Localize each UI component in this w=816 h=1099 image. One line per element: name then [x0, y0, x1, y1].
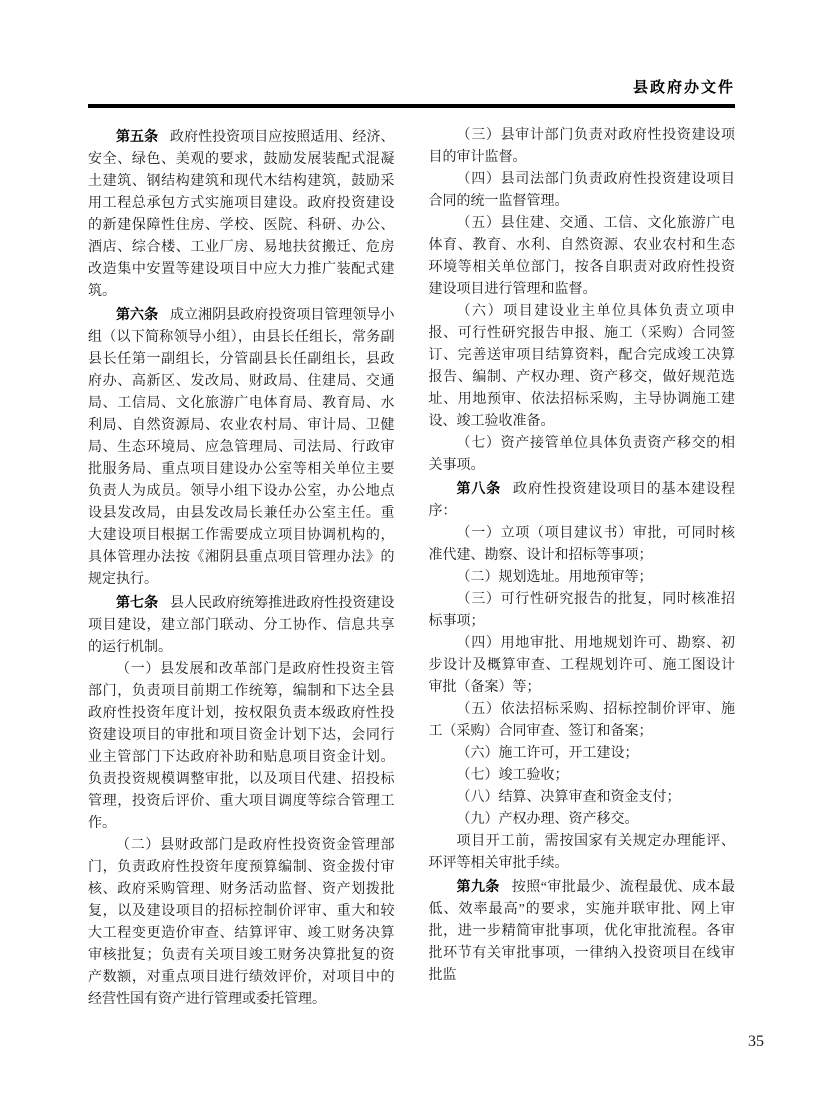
paragraph: （五）依法招标采购、招标控制价评审、施工（采购）合同审查、签订和备案；: [428, 702, 735, 739]
header-title: 县政府办文件: [632, 79, 735, 96]
paragraph: （八）结算、决算审查和资金支付；: [456, 790, 681, 805]
left-column: [88, 125, 395, 1011]
paragraph: （九）产权办理、资产移交。: [456, 812, 639, 827]
document-body: [88, 125, 735, 1011]
article-number: 第七条: [116, 594, 159, 610]
article-number: 第六条: [116, 306, 159, 322]
header-rule: [88, 104, 735, 108]
paragraph: 第六条 成立湘阴县政府投资项目管理领导小组（以下简称领导小组），由县长任组长，常务副县长任第一副组长，分管副县长任副组长，县政府办、高新区、发改局、财政局、住建局、交通局、工信局、文化旅游广电体育局、教育局、水利局、自然资源局、农业农村局、审计局、卫健局、生态环境局、应急管理局、司法局、行政审批服务局、重点项目建设办公室等相关单位主要负责人为成员。领导小组下设办公室，办公地点设县发改局，由县发改局长兼任办公室主任。重大建设项目根据工作需要成立项目协调机构的，具体管理办法按《湘阴县重点项目管理办法》的规定执行。: [88, 306, 395, 587]
paragraph: （四）用地审批、用地规划许可、勘察、初步设计及概算审查、工程规划许可、施工图设计审批（备案）等；: [428, 636, 735, 695]
paragraph: （六）施工许可，开工建设；: [456, 746, 639, 761]
right-column: [429, 125, 736, 1011]
paragraph: （三）县审计部门负责对政府性投资建设项目的审计监督。: [428, 128, 735, 165]
paragraph: （三）可行性研究报告的批复，同时核准招标事项；: [428, 592, 735, 629]
article-number: 第八条: [456, 480, 502, 496]
paragraph: 第九条 按照“审批最少、流程最优、成本最低、效率最高”的要求，实施并联审批、网上审批，进一步精简审批事项，优化审批流程。各审批环节有关审批事项，一律纳入投资项目在线审批监: [428, 878, 736, 983]
paragraph: 第五条 政府性投资项目应按照适用、经济、安全、绿色、美观的要求，鼓励发展装配式混凝土建筑、钢结构建筑和现代木结构建筑，鼓励采用工程总承包方式实施项目建设。政府投资建设的新建保障性住房、学校、医院、科研、办公、酒店、综合楼、工业厂房、易地扶贫搬迁、危房改造集中安置等建设项目中应大力推广装配式建筑。: [88, 128, 395, 299]
paragraph: 第七条 县人民政府统筹推进政府性投资建设项目建设，建立部门联动、分工协作、信息共享的运行机制。: [88, 594, 395, 655]
page-number: 35: [748, 1033, 764, 1050]
paragraph: （七）竣工验收；: [456, 768, 569, 783]
paragraph: （一）立项（项目建议书）审批，可同时核准代建、勘察、设计和招标等事项；: [428, 526, 735, 563]
article-number: 第五条: [116, 128, 159, 144]
paragraph: 第八条 政府性投资建设项目的基本建设程序：: [428, 480, 735, 519]
paragraph: （二）规划选址。用地预审等；: [456, 570, 653, 585]
paragraph: （六）项目建设业主单位具体负责立项申报、可行性研究报告申报、施工（采购）合同签订、完善送审项目结算资料，配合完成竣工决算报告、编制、产权办理、资产移交，做好规范选址、用地预审、依法招标采购，主导协调施工建设、竣工验收准备。: [428, 304, 735, 429]
paragraph: （五）县住建、交通、工信、文化旅游广电体育、教育、水利、自然资源、农业农村和生态环境等相关单位部门，按各自职责对政府性投资建设项目进行管理和监督。: [428, 216, 735, 297]
paragraph: （七）资产接管单位具体负责资产移交的相关事项。: [428, 436, 735, 473]
article-number: 第九条: [456, 878, 500, 894]
paragraph: 项目开工前，需按国家有关规定办理能评、环评等相关审批手续。: [428, 834, 735, 871]
paragraph: （一）县发展和改革部门是政府性投资主管部门，负责项目前期工作统筹，编制和下达全县政府性投资年度计划，按权限负责本级政府性投资建设项目的审批和项目资金计划下达，会同行业主管部门下达政府补助和贴息项目资金计划。负责投资规模调整审批，以及项目代建、招投标管理，投资后评价、重大项目调度等综合管理工作。: [88, 662, 395, 831]
paragraph: （二）县财政部门是政府性投资资金管理部门，负责政府性投资年度预算编制、资金拨付审核、政府采购管理、财务活动监督、资产划拨批复，以及建设项目的招标控制价评审、重大和较大工程变更造价审查、结算评审、竣工财务决算审核批复；负责有关项目竣工财务决算批复的资产数额，对重点项目进行绩效评价，对项目中的经营性国有资产进行管理或委托管理。: [88, 838, 395, 1007]
paragraph: （四）县司法部门负责政府性投资建设项目合同的统一监督管理。: [428, 172, 735, 209]
page-header: [88, 76, 735, 97]
